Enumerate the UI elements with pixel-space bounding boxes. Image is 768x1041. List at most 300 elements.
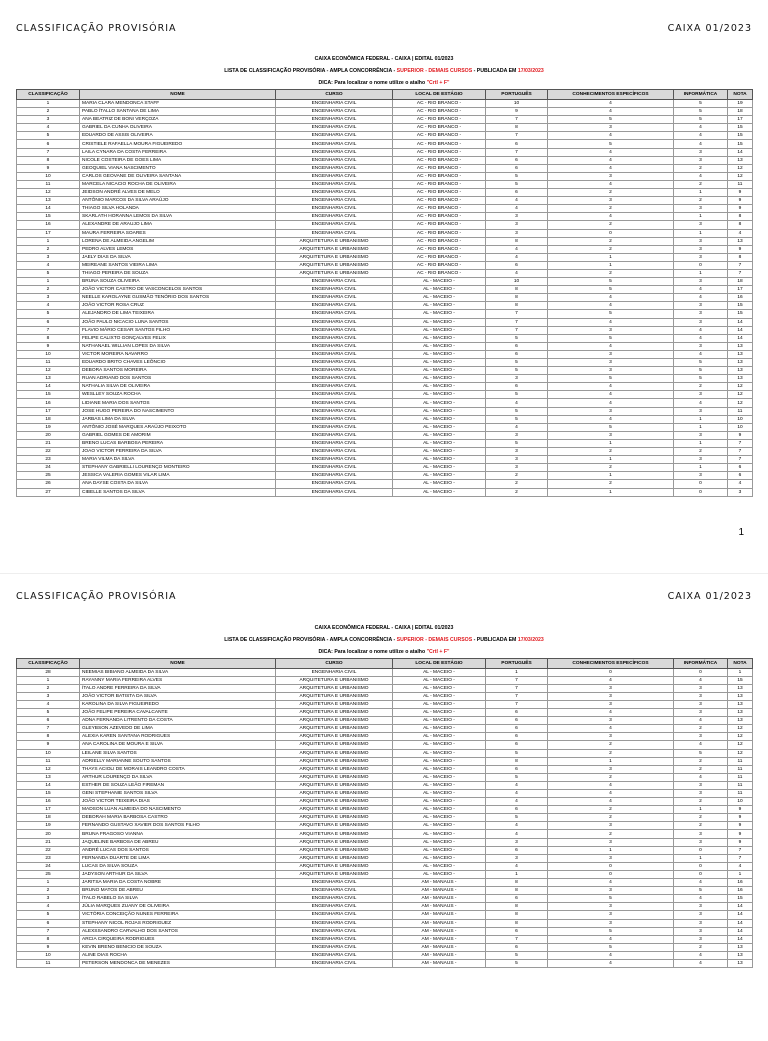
table-cell: ENGENHARIA CIVIL xyxy=(276,399,393,407)
table-cell: AL - MACEIO - xyxy=(393,717,486,725)
table-cell: 18 xyxy=(17,415,80,423)
page-title: CLASSIFICAÇÃO PROVISÓRIA xyxy=(16,591,177,603)
table-cell: 4 xyxy=(674,172,728,180)
table-cell: AL - MACEIO - xyxy=(393,278,486,286)
table-cell: PETERSON MENDONCA DE MENEZES xyxy=(80,959,276,967)
table-cell: 3 xyxy=(17,294,80,302)
edital-label: CAIXA 01/2023 xyxy=(667,591,752,603)
table-row xyxy=(17,822,753,830)
table-cell: AL - MACEIO - xyxy=(393,814,486,822)
table-cell: 3 xyxy=(548,197,674,205)
table-cell: 0 xyxy=(674,261,728,269)
table-cell: 9 xyxy=(17,342,80,350)
table-cell: ARQUITETURA E URBANISMO xyxy=(276,838,393,846)
table-cell: 6 xyxy=(486,189,548,197)
table-cell: 4 xyxy=(674,326,728,334)
table-cell: 3 xyxy=(674,700,728,708)
table-cell: 3 xyxy=(674,148,728,156)
table-cell: 4 xyxy=(548,294,674,302)
table-cell: AL - MACEIO - xyxy=(393,302,486,310)
table-row xyxy=(17,472,753,480)
table-cell: 22 xyxy=(17,846,80,854)
table-cell: 6 xyxy=(486,733,548,741)
table-row xyxy=(17,245,753,253)
table-cell: 5 xyxy=(548,334,674,342)
table-row xyxy=(17,757,753,765)
table-cell: ENGENHARIA CIVIL xyxy=(276,124,393,132)
table-cell: 6 xyxy=(486,709,548,717)
table-cell: 14 xyxy=(17,383,80,391)
table-cell: ÍTALO RABELO SA SILVA xyxy=(80,895,276,903)
table-cell: ENGENHARIA CIVIL xyxy=(276,367,393,375)
table-cell: AC - RIO BRANCO - xyxy=(393,253,486,261)
table-cell: VICTÓRIA CONCEIÇÃO NUNES FERREIRA xyxy=(80,911,276,919)
table-cell: AC - RIO BRANCO - xyxy=(393,221,486,229)
table-cell: DEBORAH MARIA BARBOSA CASTRO xyxy=(80,814,276,822)
table-cell: LAILA CYNARA DA COSTA FERREIRA xyxy=(80,148,276,156)
table-cell: 19 xyxy=(17,822,80,830)
table-cell: ARQUITETURA E URBANISMO xyxy=(276,798,393,806)
table-cell: ARQUITETURA E URBANISMO xyxy=(276,773,393,781)
table-row xyxy=(17,415,753,423)
table-cell: AL - MACEIO - xyxy=(393,342,486,350)
table-row xyxy=(17,488,753,496)
table-cell: 3 xyxy=(548,822,674,830)
table-cell: ARQUITETURA E URBANISMO xyxy=(276,781,393,789)
table-cell: 11 xyxy=(728,407,753,415)
table-cell: ENGENHARIA CIVIL xyxy=(276,197,393,205)
table-row xyxy=(17,798,753,806)
table-cell: 14 xyxy=(728,903,753,911)
table-cell: ENGENHARIA CIVIL xyxy=(276,140,393,148)
table-cell: 9 xyxy=(728,189,753,197)
table-cell: 10 xyxy=(486,100,548,108)
table-cell: AM - MANAUS - xyxy=(393,943,486,951)
table-cell: 3 xyxy=(674,935,728,943)
table-cell: 23 xyxy=(17,456,80,464)
table-row xyxy=(17,294,753,302)
table-cell: 1 xyxy=(17,100,80,108)
table-cell: ENGENHARIA CIVIL xyxy=(276,927,393,935)
table-cell: 4 xyxy=(674,773,728,781)
table-cell: ENGENHARIA CIVIL xyxy=(276,310,393,318)
table-cell: ARCIA CIRQUEIRA RODRIGUES xyxy=(80,935,276,943)
table-cell: 11 xyxy=(17,959,80,967)
table-cell: 8 xyxy=(486,124,548,132)
table-cell: 1 xyxy=(674,423,728,431)
table-cell: 6 xyxy=(486,846,548,854)
table-cell: 11 xyxy=(728,773,753,781)
table-cell: 6 xyxy=(486,350,548,358)
table-cell: ÍTALO ANDRE FERREIRA DA SILVA xyxy=(80,684,276,692)
table-cell: 1 xyxy=(17,237,80,245)
table-cell: AC - RIO BRANCO - xyxy=(393,164,486,172)
table-row xyxy=(17,692,753,700)
table-cell: 3 xyxy=(486,431,548,439)
table-cell: 4 xyxy=(674,350,728,358)
table-cell: AL - MACEIO - xyxy=(393,806,486,814)
table-cell: 2 xyxy=(486,488,548,496)
table-cell: AL - MACEIO - xyxy=(393,294,486,302)
table-cell: LORENA DE ALMEIDA ANGELIM xyxy=(80,237,276,245)
table-cell: ENGENHARIA CIVIL xyxy=(276,480,393,488)
table-cell: 1 xyxy=(548,846,674,854)
table-cell: AL - MACEIO - xyxy=(393,375,486,383)
table-cell: 1 xyxy=(17,278,80,286)
table-cell: 4 xyxy=(548,798,674,806)
table-cell: ENGENHARIA CIVIL xyxy=(276,318,393,326)
meta-line-1: CAIXA ECONÔMICA FEDERAL - CAIXA | EDITAL 01/2023 xyxy=(314,56,454,62)
table-cell: 16 xyxy=(17,221,80,229)
table-cell: 2 xyxy=(548,806,674,814)
table-cell: BRENO LUCAS BARBOSA PEREIRA xyxy=(80,439,276,447)
table-cell: ANTÔNIO JOSÉ MARQUES ARAÚJO PEIXOTO xyxy=(80,423,276,431)
table-cell: AL - MACEIO - xyxy=(393,838,486,846)
table-row xyxy=(17,480,753,488)
table-cell: 4 xyxy=(674,124,728,132)
table-cell: 6 xyxy=(486,895,548,903)
table-cell: 7 xyxy=(728,448,753,456)
table-cell: ENGENHARIA CIVIL xyxy=(276,448,393,456)
table-row xyxy=(17,116,753,124)
table-cell: ARQUITETURA E URBANISMO xyxy=(276,765,393,773)
table-cell: 3 xyxy=(17,116,80,124)
table-cell: 1 xyxy=(728,870,753,878)
table-cell: 5 xyxy=(674,887,728,895)
table-row xyxy=(17,318,753,326)
table-cell: ENGENHARIA CIVIL xyxy=(276,213,393,221)
column-header: PORTUGUÊS xyxy=(486,658,548,668)
table-row xyxy=(17,709,753,717)
page-header xyxy=(16,17,752,39)
table-row xyxy=(17,943,753,951)
table-cell: KAROLINA DA SILVA FIGUEIREDO xyxy=(80,700,276,708)
table-cell: 8 xyxy=(728,213,753,221)
table-cell: ENGENHARIA CIVIL xyxy=(276,172,393,180)
table-cell: 5 xyxy=(548,286,674,294)
table-cell: JOÃO VICTOR CASTRO DE VASCONCELOS SANTOS xyxy=(80,286,276,294)
table-cell: BRUNA FRAGOSO VIANNA xyxy=(80,830,276,838)
column-header: NOME xyxy=(80,658,276,668)
table-cell: 6 xyxy=(486,741,548,749)
table-cell: AL - MACEIO - xyxy=(393,423,486,431)
table-row xyxy=(17,903,753,911)
table-cell: 16 xyxy=(17,399,80,407)
table-cell: AL - MACEIO - xyxy=(393,870,486,878)
table-row xyxy=(17,806,753,814)
table-row xyxy=(17,676,753,684)
table-cell: 14 xyxy=(728,911,753,919)
table-cell: 5 xyxy=(486,415,548,423)
table-cell: 8 xyxy=(486,887,548,895)
table-cell: ENGENHARIA CIVIL xyxy=(276,895,393,903)
table-cell: 3 xyxy=(674,391,728,399)
table-cell: 6 xyxy=(486,156,548,164)
table-row xyxy=(17,334,753,342)
table-cell: 7 xyxy=(486,318,548,326)
table-row xyxy=(17,342,753,350)
table-cell: 3 xyxy=(17,895,80,903)
table-cell: ENGENHARIA CIVIL xyxy=(276,887,393,895)
table-cell: AL - MACEIO - xyxy=(393,692,486,700)
table-cell: 15 xyxy=(17,790,80,798)
table-cell: 5 xyxy=(548,140,674,148)
table-cell: AC - RIO BRANCO - xyxy=(393,132,486,140)
table-row xyxy=(17,269,753,277)
table-cell: 7 xyxy=(17,725,80,733)
table-cell: 1 xyxy=(674,229,728,237)
table-cell: 3 xyxy=(486,448,548,456)
table-cell: 5 xyxy=(486,773,548,781)
table-cell: ARQUITETURA E URBANISMO xyxy=(276,806,393,814)
table-cell: AL - MACEIO - xyxy=(393,862,486,870)
table-cell: 18 xyxy=(728,108,753,116)
table-row xyxy=(17,197,753,205)
table-cell: 8 xyxy=(486,757,548,765)
table-cell: 2 xyxy=(548,205,674,213)
table-cell: 4 xyxy=(486,253,548,261)
table-cell: 1 xyxy=(674,854,728,862)
table-cell: 2 xyxy=(548,189,674,197)
table-cell: 6 xyxy=(728,472,753,480)
table-cell: AC - RIO BRANCO - xyxy=(393,100,486,108)
table-cell: 14 xyxy=(728,927,753,935)
table-cell: AL - MACEIO - xyxy=(393,367,486,375)
table-cell: 4 xyxy=(674,140,728,148)
table-cell: 3 xyxy=(17,692,80,700)
table-cell: 7 xyxy=(728,269,753,277)
table-cell: 8 xyxy=(728,221,753,229)
table-cell: 13 xyxy=(728,959,753,967)
table-cell: 14 xyxy=(17,781,80,789)
table-row xyxy=(17,189,753,197)
table-header-row xyxy=(17,658,753,668)
table-cell: 5 xyxy=(486,959,548,967)
meta-line-3: DICA: Para localizar o nome utilize o atalho "Crtl + F" xyxy=(318,80,450,86)
table-cell: 13 xyxy=(17,375,80,383)
column-header: CURSO xyxy=(276,658,393,668)
table-cell: 4 xyxy=(548,148,674,156)
table-row xyxy=(17,790,753,798)
table-cell: ENGENHARIA CIVIL xyxy=(276,431,393,439)
table-cell: 6 xyxy=(486,943,548,951)
table-cell: AL - MACEIO - xyxy=(393,709,486,717)
table-cell: 4 xyxy=(548,164,674,172)
table-row xyxy=(17,399,753,407)
table-cell: 5 xyxy=(548,943,674,951)
table-cell: 0 xyxy=(674,480,728,488)
table-cell: 8 xyxy=(486,879,548,887)
table-cell: AM - MANAUS - xyxy=(393,951,486,959)
table-cell: 9 xyxy=(486,108,548,116)
table-cell: AL - MACEIO - xyxy=(393,448,486,456)
table-cell: 9 xyxy=(728,431,753,439)
table-cell: 14 xyxy=(728,148,753,156)
table-cell: 7 xyxy=(17,326,80,334)
table-cell: ENGENHARIA CIVIL xyxy=(276,423,393,431)
table-cell: ENGENHARIA CIVIL xyxy=(276,180,393,188)
table-cell: 13 xyxy=(728,367,753,375)
table-cell: 6 xyxy=(17,318,80,326)
meta-line-2: LISTA DE CLASSIFICAÇÃO PROVISÓRIA - AMPLA CONCORRÊNCIA - SUPERIOR - DEMAIS CURSOS - PUBLICADA EM 17/03/2023 xyxy=(224,68,544,74)
table-cell: NATHANAEL WILLIAN LOPES DA SILVA xyxy=(80,342,276,350)
table-cell: 9 xyxy=(728,245,753,253)
table-cell: 14 xyxy=(728,935,753,943)
table-cell: AC - RIO BRANCO - xyxy=(393,156,486,164)
table-cell: 6 xyxy=(486,806,548,814)
table-cell: 12 xyxy=(728,733,753,741)
table-cell: 9 xyxy=(728,197,753,205)
table-cell: MEIREANE SANTOS VIEIRA LIMA xyxy=(80,261,276,269)
table-cell: 13 xyxy=(728,692,753,700)
table-row xyxy=(17,367,753,375)
table-cell: ENGENHARIA CIVIL xyxy=(276,391,393,399)
table-cell: AL - MACEIO - xyxy=(393,431,486,439)
table-cell: 12 xyxy=(728,391,753,399)
table-row xyxy=(17,124,753,132)
table-row xyxy=(17,781,753,789)
table-cell: AL - MACEIO - xyxy=(393,757,486,765)
table-cell: 9 xyxy=(17,741,80,749)
table-cell: BRUNO MATOS DE ABREU xyxy=(80,887,276,895)
table-cell: ANA BEATRIZ DE BONI VERÇOZA xyxy=(80,116,276,124)
table-cell: RAYANNY MARIA FERREIRA ALVES xyxy=(80,676,276,684)
table-cell: EDUARDO BRITO CHAVES LEÔNCIO xyxy=(80,359,276,367)
column-header: NOME xyxy=(80,90,276,100)
table-cell: 4 xyxy=(17,261,80,269)
table-cell: 11 xyxy=(728,781,753,789)
table-cell: 9 xyxy=(728,822,753,830)
table-cell: 5 xyxy=(486,334,548,342)
table-row xyxy=(17,164,753,172)
table-cell: 2 xyxy=(17,245,80,253)
table-cell: AL - MACEIO - xyxy=(393,399,486,407)
table-cell: 7 xyxy=(486,692,548,700)
table-row xyxy=(17,350,753,358)
table-row xyxy=(17,108,753,116)
table-cell: 4 xyxy=(486,790,548,798)
table-cell: 5 xyxy=(486,367,548,375)
table-cell: AC - RIO BRANCO - xyxy=(393,213,486,221)
table-cell: 3 xyxy=(548,838,674,846)
table-cell: NATHALIA SILVA DE OLIVEIRA xyxy=(80,383,276,391)
table-cell: AL - MACEIO - xyxy=(393,359,486,367)
table-cell: 2 xyxy=(674,943,728,951)
table-cell: 6 xyxy=(486,261,548,269)
table-row xyxy=(17,431,753,439)
page-number: 1 xyxy=(738,526,744,538)
table-cell: 4 xyxy=(548,342,674,350)
table-cell: 1 xyxy=(548,472,674,480)
table-cell: 5 xyxy=(17,269,80,277)
table-cell: 5 xyxy=(486,814,548,822)
table-cell: 0 xyxy=(548,668,674,676)
table-cell: 2 xyxy=(548,237,674,245)
table-cell: AM - MANAUS - xyxy=(393,919,486,927)
table-cell: ENGENHARIA CIVIL xyxy=(276,359,393,367)
table-cell: 13 xyxy=(728,709,753,717)
table-cell: 2 xyxy=(674,180,728,188)
table-cell: AL - MACEIO - xyxy=(393,668,486,676)
table-cell: AL - MACEIO - xyxy=(393,480,486,488)
table-cell: 20 xyxy=(17,830,80,838)
table-row xyxy=(17,383,753,391)
table-cell: 6 xyxy=(486,342,548,350)
table-cell: 1 xyxy=(548,488,674,496)
table-cell: 5 xyxy=(486,172,548,180)
table-cell: 4 xyxy=(548,781,674,789)
table-cell: ARQUITETURA E URBANISMO xyxy=(276,692,393,700)
table-cell: 1 xyxy=(674,213,728,221)
table-cell: 5 xyxy=(548,375,674,383)
table-cell: 7 xyxy=(728,854,753,862)
table-cell: 9 xyxy=(728,806,753,814)
table-cell: 2 xyxy=(548,221,674,229)
table-cell: AC - RIO BRANCO - xyxy=(393,148,486,156)
table-cell: LEILANE SILVA SANTOS xyxy=(80,749,276,757)
table-cell: 4 xyxy=(548,302,674,310)
table-cell: 10 xyxy=(17,749,80,757)
table-cell: AL - MACEIO - xyxy=(393,741,486,749)
table-row xyxy=(17,668,753,676)
table-cell: ANDRÉ LUCAS DOS SANTOS xyxy=(80,846,276,854)
table-cell: ENGENHARIA CIVIL xyxy=(276,911,393,919)
table-cell: JOÃO VICTOR ROSA CRUZ xyxy=(80,302,276,310)
table-cell: ARQUITETURA E URBANISMO xyxy=(276,870,393,878)
table-cell: MARIA VILMA DA SILVA xyxy=(80,456,276,464)
table-cell: 10 xyxy=(486,278,548,286)
table-cell: AM - MANAUS - xyxy=(393,935,486,943)
table-cell: ENGENHARIA CIVIL xyxy=(276,229,393,237)
table-cell: 7 xyxy=(486,148,548,156)
table-cell: ENGENHARIA CIVIL xyxy=(276,919,393,927)
table-row xyxy=(17,100,753,108)
table-cell: ARQUITETURA E URBANISMO xyxy=(276,725,393,733)
table-cell: ENGENHARIA CIVIL xyxy=(276,879,393,887)
table-row xyxy=(17,148,753,156)
table-cell: ENGENHARIA CIVIL xyxy=(276,464,393,472)
table-cell: 3 xyxy=(548,733,674,741)
table-cell: 8 xyxy=(486,903,548,911)
table-cell: 4 xyxy=(486,205,548,213)
table-cell: 3 xyxy=(674,310,728,318)
table-cell: ENGENHARIA CIVIL xyxy=(276,205,393,213)
table-cell: 3 xyxy=(674,684,728,692)
table-cell: 6 xyxy=(486,164,548,172)
table-cell: ENGENHARIA CIVIL xyxy=(276,148,393,156)
page-title: CLASSIFICAÇÃO PROVISÓRIA xyxy=(16,22,177,34)
edital-label: CAIXA 01/2023 xyxy=(667,22,752,34)
table-cell: 4 xyxy=(486,781,548,789)
table-cell: 7 xyxy=(486,676,548,684)
table-cell: JAQUELINE BARBOSA DE ABREU xyxy=(80,838,276,846)
table-cell: 0 xyxy=(548,229,674,237)
table-row xyxy=(17,423,753,431)
table-cell: FERNANDO GUSTAVO XAVIER DOS SANTOS FILHO xyxy=(80,822,276,830)
table-cell: 4 xyxy=(728,862,753,870)
table-cell: 13 xyxy=(728,717,753,725)
table-cell: 3 xyxy=(548,350,674,358)
table-cell: 27 xyxy=(17,488,80,496)
table-cell: 3 xyxy=(674,221,728,229)
table-cell: 8 xyxy=(17,733,80,741)
table-cell: 11 xyxy=(728,790,753,798)
table-cell: 0 xyxy=(674,846,728,854)
table-cell: 4 xyxy=(17,903,80,911)
column-header: INFORMÁTICA xyxy=(674,90,728,100)
table-cell: 7 xyxy=(486,326,548,334)
table-cell: 1 xyxy=(548,757,674,765)
